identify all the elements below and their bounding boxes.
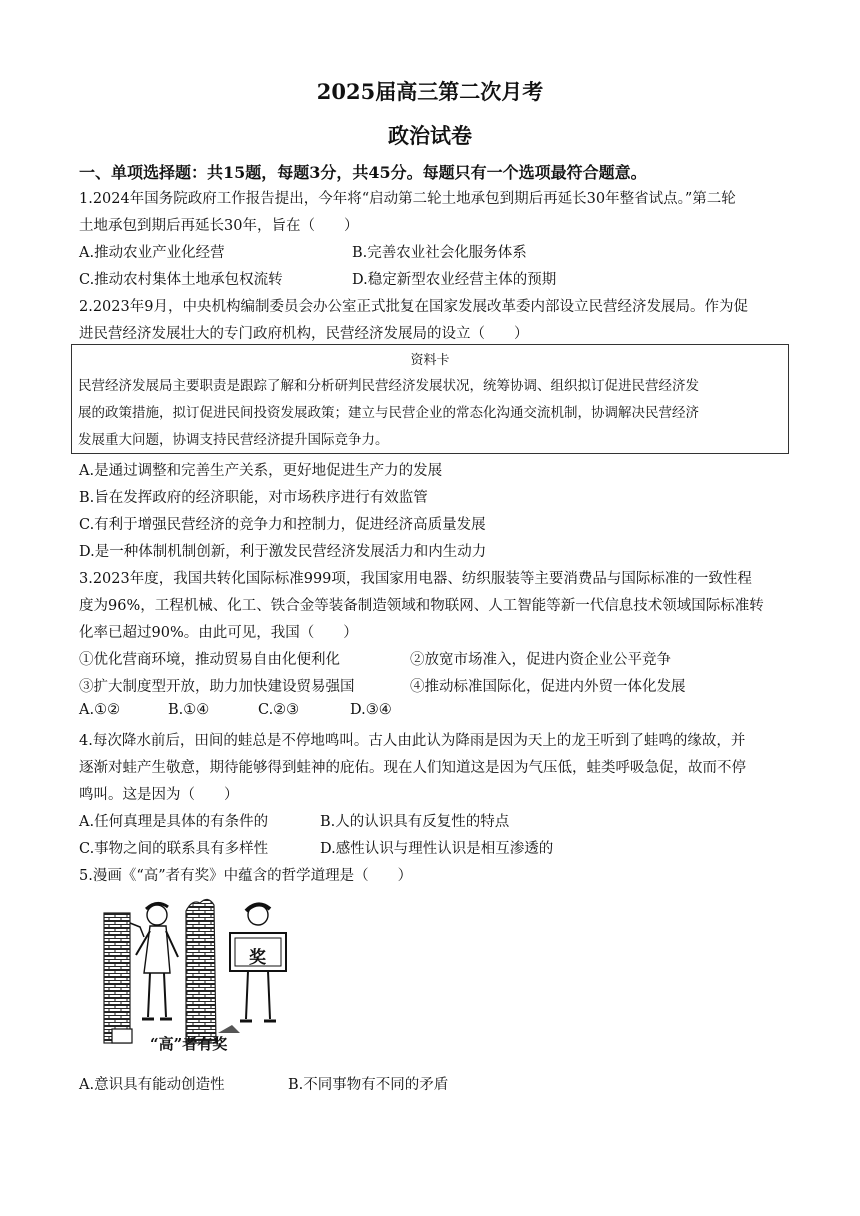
question-stem-line: 3.2023年度，我国共转化国际标准999项，我国家用电器、纺织服装等主要消费品与国际标准的一致性程 xyxy=(79,571,752,587)
option-a: A.意识具有能动创造性 xyxy=(79,1077,225,1093)
option-d: D.③④ xyxy=(350,702,392,718)
question-stem-line: 度为96%，工程机械、化工、铁合金等装备制造领域和物联网、人工智能等新一代信息技术领域国际标准转 xyxy=(79,598,764,614)
option-d: D.稳定新型农业经营主体的预期 xyxy=(352,272,557,288)
info-card xyxy=(71,344,789,454)
option-c: C.事物之间的联系具有多样性 xyxy=(79,841,269,857)
option-a: A.①② xyxy=(79,702,121,718)
statement-3: ③扩大制度型开放，助力加快建设贸易强国 xyxy=(79,679,355,695)
exam-subtitle: 政治试卷 xyxy=(388,123,472,148)
question-stem-line: 1.2024年国务院政府工作报告提出，今年将“启动第二轮土地承包到期后再延长30年整省试点。”第二轮 xyxy=(79,191,736,207)
question-stem-line: 进民营经济发展壮大的专门政府机构，民营经济发展局的设立（ ） xyxy=(79,326,529,342)
option-d: D.感性认识与理性认识是相互渗透的 xyxy=(320,841,554,857)
info-card-line: 发展重大问题，协调支持民营经济提升国际竞争力。 xyxy=(78,432,389,448)
cartoon-sign-text: 奖 xyxy=(249,948,266,968)
question-stem-line: 2.2023年9月，中央机构编制委员会办公室正式批复在国家发展改革委内部设立民营经济发展局。作为促 xyxy=(79,299,748,315)
question-stem-line: 鸣叫。这是因为（ ） xyxy=(79,787,239,803)
option-a: A.是通过调整和完善生产关系，更好地促进生产力的发展 xyxy=(79,463,443,479)
option-d: D.是一种体制机制创新，利于激发民营经济发展活力和内生动力 xyxy=(79,544,487,560)
option-b: B.人的认识具有反复性的特点 xyxy=(320,814,510,830)
statement-1: ①优化营商环境，推动贸易自由化便利化 xyxy=(79,652,340,668)
cartoon-caption: “高”者有奖 xyxy=(150,1035,228,1053)
info-card-line: 展的政策措施，拟订促进民间投资发展政策；建立与民营企业的常态化沟通交流机制，协调解决民营经济 xyxy=(78,405,699,421)
option-c: C.有利于增强民营经济的竞争力和控制力，促进经济高质量发展 xyxy=(79,517,486,533)
option-b: B.完善农业社会化服务体系 xyxy=(352,245,527,261)
option-b: B.①④ xyxy=(168,702,210,718)
option-b: B.不同事物有不同的矛盾 xyxy=(288,1077,449,1093)
cartoon-image xyxy=(100,893,306,1059)
option-b: B.旨在发挥政府的经济职能，对市场秩序进行有效监管 xyxy=(79,490,428,506)
info-card-line: 民营经济发展局主要职责是跟踪了解和分析研判民营经济发展状况，统筹协调、组织拟订促进民营经济发 xyxy=(78,378,699,394)
question-stem-line: 4.每次降水前后，田间的蛙总是不停地鸣叫。古人由此认为降雨是因为天上的龙王听到了蛙鸣的缘故，并 xyxy=(79,733,746,749)
question-stem-line: 化率已超过90%。由此可见，我国（ ） xyxy=(79,625,358,641)
section-heading: 一、单项选择题：共15题，每题3分，共45分。每题只有一个选项最符合题意。 xyxy=(79,163,647,182)
statement-2: ②放宽市场准入，促进内资企业公平竞争 xyxy=(410,652,671,668)
option-c: C.推动农村集体土地承包权流转 xyxy=(79,272,283,288)
question-stem-line: 土地承包到期后再延长30年，旨在（ ） xyxy=(79,218,359,234)
statement-4: ④推动标准国际化，促进内外贸一体化发展 xyxy=(410,679,686,695)
question-stem-line: 5.漫画《“高”者有奖》中蕴含的哲学道理是（ ） xyxy=(79,868,413,884)
exam-title: 2025届高三第二次月考 xyxy=(316,79,544,104)
option-a: A.推动农业产业化经营 xyxy=(79,245,225,261)
info-card-title: 资料卡 xyxy=(410,353,450,368)
option-a: A.任何真理是具体的有条件的 xyxy=(79,814,269,830)
option-c: C.②③ xyxy=(258,702,300,718)
question-stem-line: 逐渐对蛙产生敬意，期待能够得到蛙神的庇佑。现在人们知道这是因为气压低，蛙类呼吸急促，故而不停 xyxy=(79,760,746,776)
